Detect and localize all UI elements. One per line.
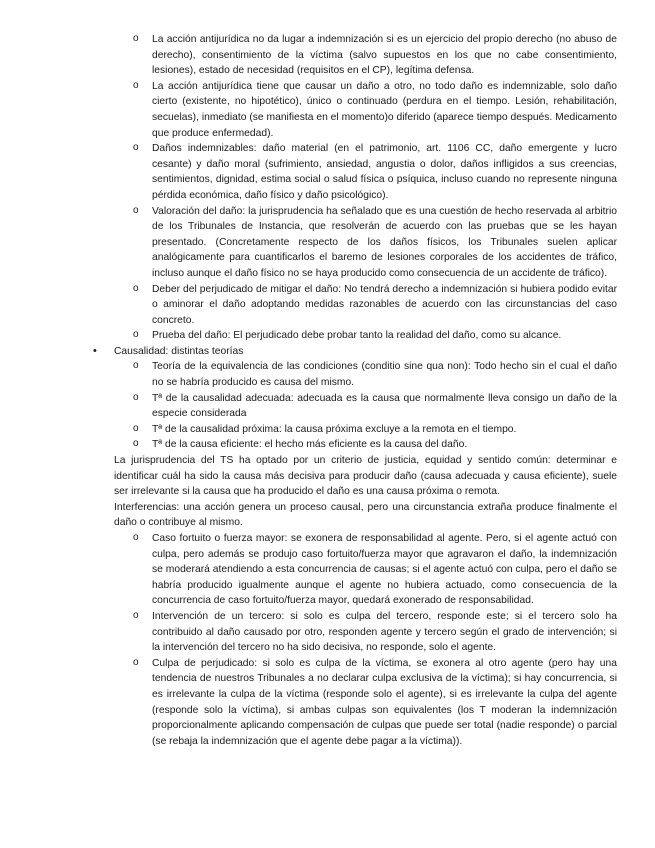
list-item: o Tª de la causa eficiente: el hecho más eficiente es la causa del daño.: [0, 437, 617, 453]
list-item: o Tª de la causalidad adecuada: adecuada es la causa que normalmente lleva consigo un daño de la especie considerada: [0, 391, 617, 422]
list-item: o Caso fortuito o fuerza mayor: se exonera de responsabilidad al agente. Pero, si el agente actuó con culpa, pero además se produjo caso fortuito/fuerza mayor que agravaron el daño, la indemnización se moderará atendiendo a esta concurrencia de causas; si el agente actuó con culpa, pero el daño se habría producido igualmente aunque el agente no hubiera actuado, como consecuencia de la concurrencia de caso fortuito/fuerza mayor, quedará exonerado de responsabilidad.: [0, 531, 617, 609]
list-item: o Deber del perjudicado de mitigar el daño: No tendrá derecho a indemnización si hubiera podido evitar o aminorar el daño adoptando medidas razonables de acuerdo con las circunstancias del caso concreto.: [0, 282, 617, 329]
list-item: o La acción antijurídica no da lugar a indemnización si es un ejercicio del propio derecho (no abuso de derecho), consentimiento de la víctima (salvo supuestos en los que no cabe consentimiento, lesiones), estado de necesidad (requisitos en el CP), legítima defensa.: [0, 32, 617, 79]
list-item: o Culpa de perjudicado: si solo es culpa de la víctima, se exonera al otro agente (pero hay una tendencia de nuestros Tribunales a no declarar culpa exclusiva de la víctima); si hay concurrencia, si es irrelevante la culpa de la víctima (responde solo el agente), si es irrelevante la culpa del agente (responde solo la víctima), si ambas culpas son equivalentes (los T moderan la indemnización proporcionalmente aplicando compensación de culpas que puede ser total (nadie responde) o parcial (se rebaja la indemnización que el agente debe pagar a la víctima)).: [0, 656, 617, 750]
list-item: o Valoración del daño: la jurisprudencia ha señalado que es una cuestión de hecho reservada al arbitrio de los Tribunales de Instancia, que resolverán de acuerdo con las pruebas que se les hayan presentado. (Concretamente respecto de los daños físicos, los Tribunales suelen aplicar analógicamente para cuantificarlos el baremo de lesiones corporales de los accidentes de tráfico, incluso aunque el daño físico no se haya producido como consecuencia de un accidente de tráfico).: [0, 204, 617, 282]
list-item: o Intervención de un tercero: si solo es culpa del tercero, responde este; si el tercero solo ha contribuido al daño causado por otro, responden agente y tercero según el grado de intervención; si la intervención del tercero no ha sido decisiva, no responde, solo el agente.: [0, 609, 617, 656]
list-item: o Daños indemnizables: daño material (en el patrimonio, art. 1106 CC, daño emergente y lucro cesante) y daño moral (sufrimiento, ansiedad, angustia o dolor, daños infligidos a sus creencias, sentimientos, dignidad, estima social o salud física o psíquica, incluso cuando no represente ninguna pérdida económica, daño físico y daño psicológico).: [0, 141, 617, 203]
list-item: o Teoría de la equivalencia de las condiciones (conditio sine qua non): Todo hecho sin el cual el daño no se habría producido es causa del mismo.: [0, 359, 617, 390]
list-item: o La acción antijurídica tiene que causar un daño a otro, no todo daño es indemnizable, solo daño cierto (existente, no hipotético), único o continuado (perdura en el tiempo. Lesión, rehabilitación, secuelas), inmediato (se manifiesta en el momento)o diferido (aparece tiempo después. Medicamento que produce enfermedad).: [0, 79, 617, 141]
interference-paragraph: Interferencias: una acción genera un proceso causal, pero una circunstancia extraña produce finalmente el daño o contribuye al mismo.: [114, 501, 617, 529]
causality-heading: • Causalidad: distintas teorías: [0, 344, 617, 360]
jurisprudence-paragraph: La jurisprudencia del TS ha optado por un criterio de justicia, equidad y sentido común: determinar e identificar cuál ha sido la causa más decisiva para producir daño (causa adecuada y causa eficiente), suele ser irrelevante si la causa que ha producido el daño es una causa próxima o remota.: [114, 455, 617, 498]
list-item: o Tª de la causalidad próxima: la causa próxima excluye a la remota en el tiempo.: [0, 422, 617, 438]
list-item: o Prueba del daño: El perjudicado debe probar tanto la realidad del daño, como su alcance.: [0, 328, 617, 344]
